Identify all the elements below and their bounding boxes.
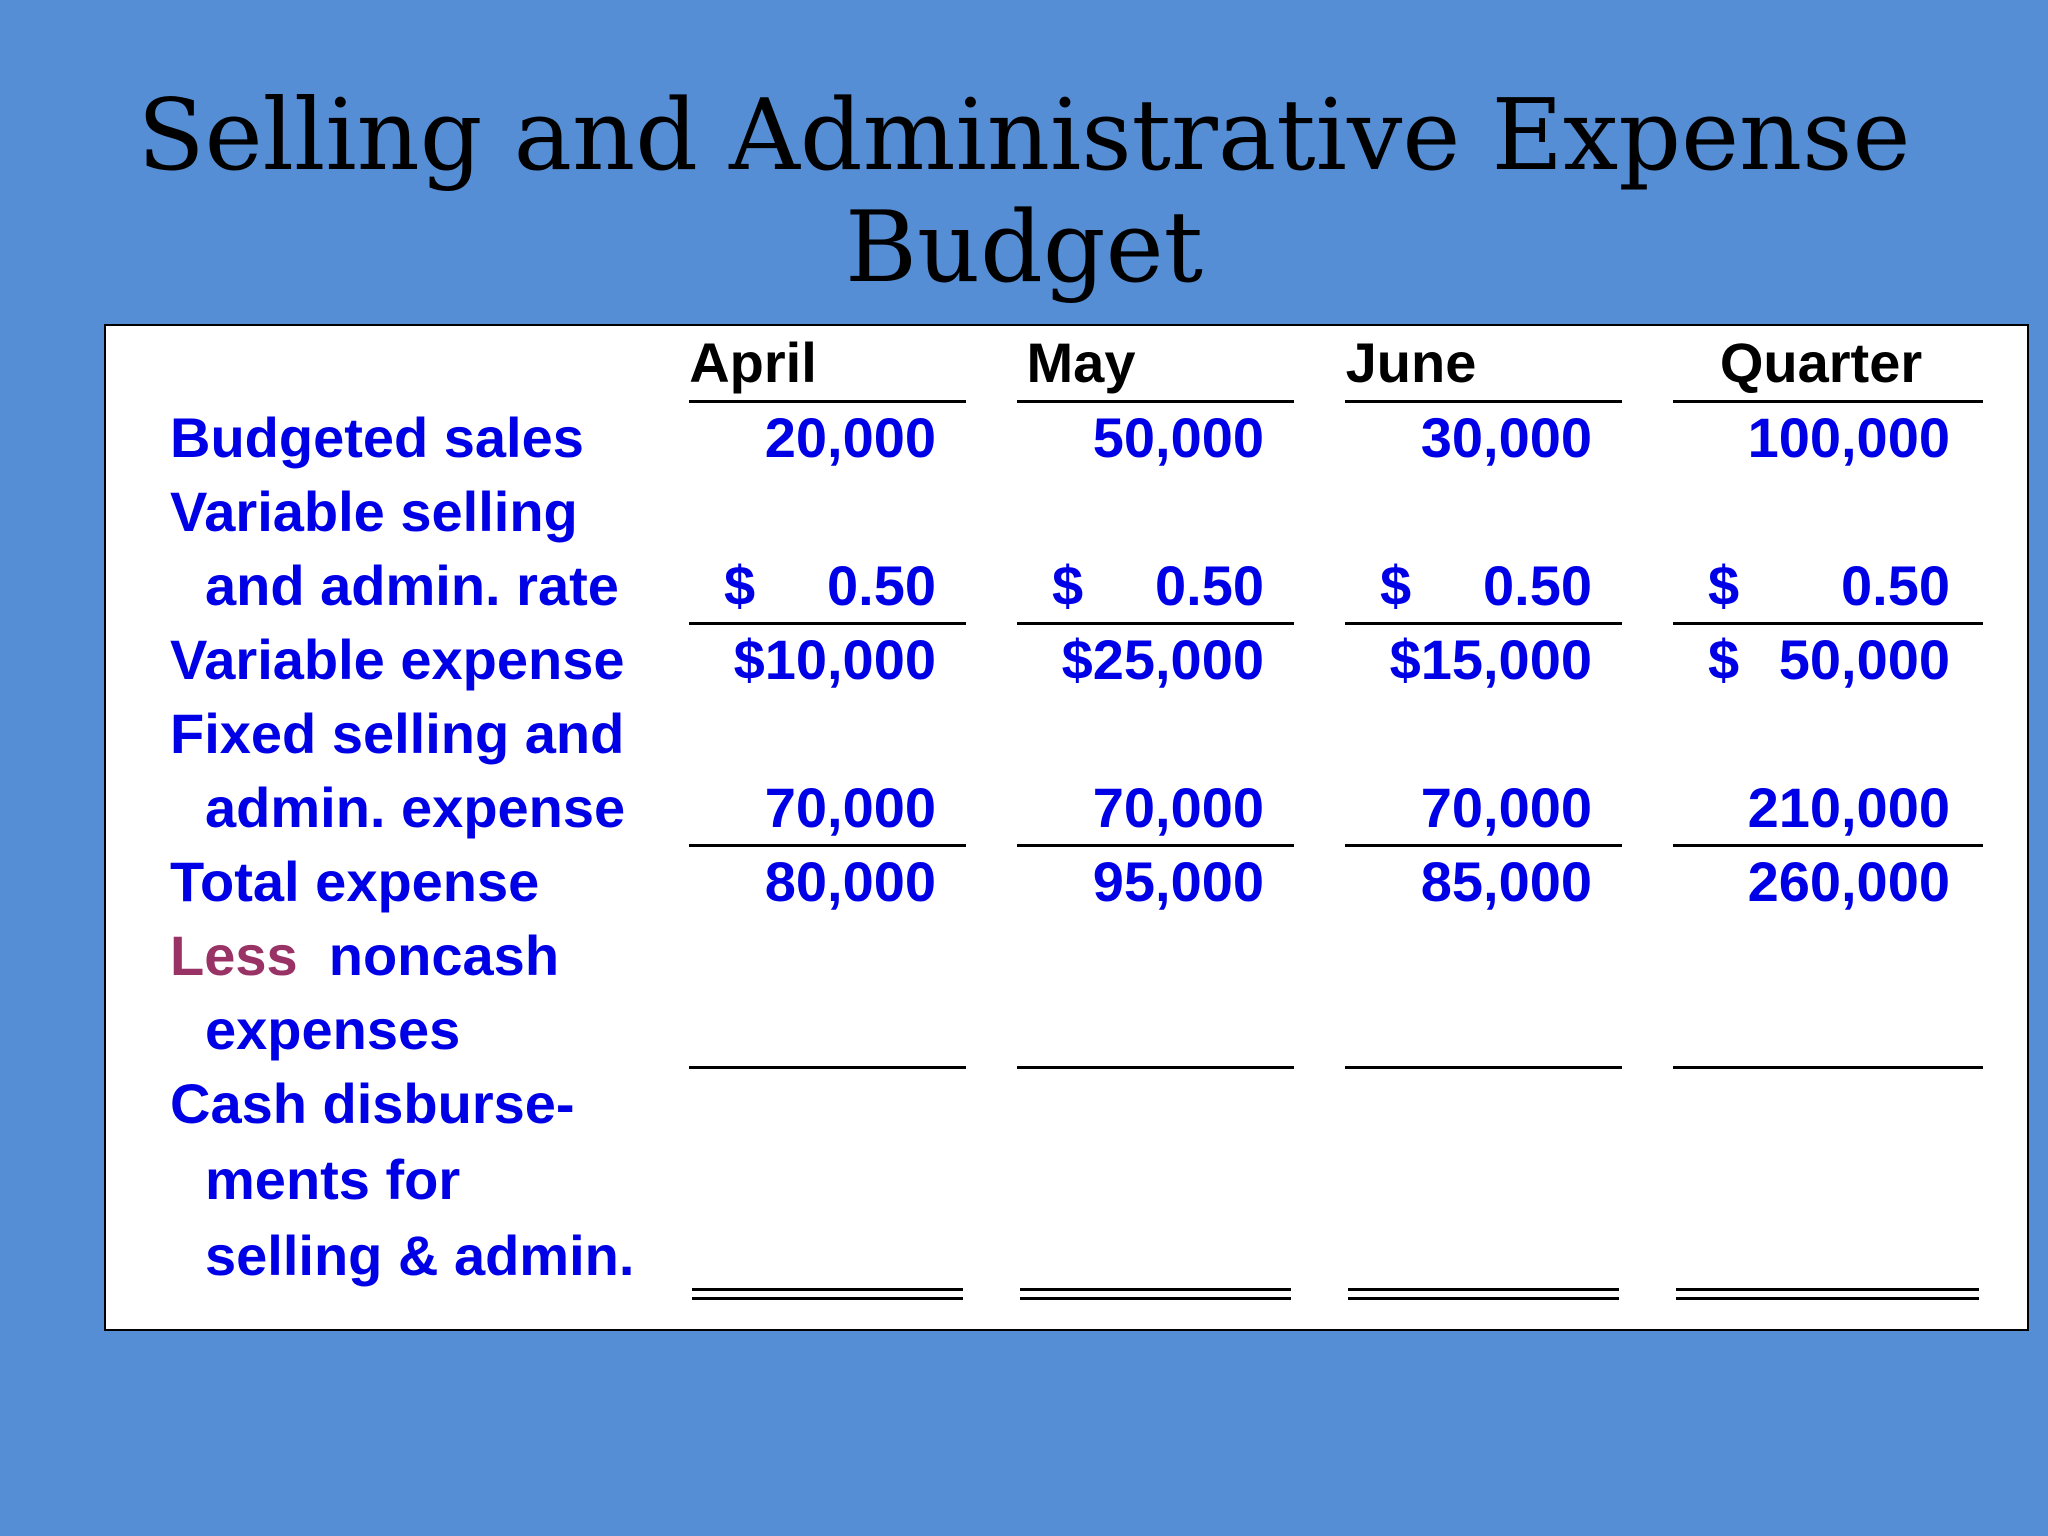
fixed-rule-may [1017, 844, 1294, 847]
rate-rule-quarter [1673, 622, 1983, 625]
row-label-cash-disbursements-line2: ments for [205, 1148, 461, 1211]
budgeted-sales-may: 50,000 [1092, 406, 1264, 469]
column-header-april: April [689, 331, 817, 394]
variable-rate-quarter-currency: $ [1708, 554, 1740, 617]
variable-rate-april-currency: $ [724, 554, 756, 617]
header-rule-may [1017, 400, 1294, 403]
fixed-rule-june [1345, 844, 1622, 847]
rate-rule-may [1017, 622, 1294, 625]
row-label-total-expense: Total expense [170, 850, 540, 913]
variable-expense-quarter-currency: $ [1708, 628, 1740, 691]
row-label-cash-disbursements-line3: selling & admin. [205, 1224, 635, 1287]
rate-rule-april [689, 622, 966, 625]
variable-rate-june-currency: $ [1380, 554, 1412, 617]
total-expense-quarter: 260,000 [1747, 850, 1950, 913]
fixed-expense-april: 70,000 [764, 776, 936, 839]
page-title [0, 80, 2048, 304]
budget-table-panel [104, 324, 2029, 1331]
row-label-fixed-expense-line2: admin. expense [205, 776, 626, 839]
column-header-may: May [1026, 331, 1136, 394]
fixed-rule-quarter [1673, 844, 1983, 847]
row-label-cash-disbursements-line1: Cash disburse- [170, 1072, 575, 1135]
total-double-rule-june [1348, 1288, 1619, 1300]
noncash-rule-may [1017, 1066, 1294, 1069]
budgeted-sales-quarter: 100,000 [1747, 406, 1950, 469]
variable-rate-june: 0.50 [1483, 554, 1592, 617]
page-title-line1: Selling and Administrative Expense [137, 79, 1911, 193]
fixed-rule-april [689, 844, 966, 847]
budgeted-sales-june: 30,000 [1420, 406, 1592, 469]
fixed-expense-quarter: 210,000 [1747, 776, 1950, 839]
row-label-budgeted-sales: Budgeted sales [170, 406, 584, 469]
fixed-expense-june: 70,000 [1420, 776, 1592, 839]
column-header-june: June [1345, 331, 1477, 394]
column-header-quarter: Quarter [1719, 331, 1923, 394]
row-label-variable-rate-line1: Variable selling [170, 480, 578, 543]
noncash-label: noncash [328, 924, 560, 987]
variable-expense-quarter: 50,000 [1778, 628, 1950, 691]
variable-rate-may-currency: $ [1052, 554, 1084, 617]
rate-rule-june [1345, 622, 1622, 625]
variable-rate-may: 0.50 [1155, 554, 1264, 617]
noncash-rule-april [689, 1066, 966, 1069]
noncash-rule-quarter [1673, 1066, 1983, 1069]
total-expense-may: 95,000 [1092, 850, 1264, 913]
total-double-rule-quarter [1676, 1288, 1979, 1300]
total-expense-april: 80,000 [764, 850, 936, 913]
page-title-line2: Budget [845, 191, 1203, 305]
variable-rate-april: 0.50 [827, 554, 936, 617]
variable-rate-quarter: 0.50 [1841, 554, 1950, 617]
variable-expense-june: $15,000 [1389, 628, 1592, 691]
total-double-rule-april [692, 1288, 963, 1300]
fixed-expense-may: 70,000 [1092, 776, 1264, 839]
budgeted-sales-april: 20,000 [764, 406, 936, 469]
header-rule-quarter [1673, 400, 1983, 403]
noncash-rule-june [1345, 1066, 1622, 1069]
variable-expense-april: $10,000 [733, 628, 936, 691]
row-label-variable-expense: Variable expense [170, 628, 625, 691]
header-rule-april [689, 400, 966, 403]
total-expense-june: 85,000 [1420, 850, 1592, 913]
row-label-variable-rate-line2: and admin. rate [205, 554, 619, 617]
variable-expense-may: $25,000 [1061, 628, 1264, 691]
total-double-rule-may [1020, 1288, 1291, 1300]
less-keyword: Less [170, 924, 298, 987]
row-label-noncash-line1 [170, 924, 559, 988]
row-label-fixed-expense-line1: Fixed selling and [170, 702, 625, 765]
header-rule-june [1345, 400, 1622, 403]
row-label-noncash-line2: expenses [205, 998, 461, 1061]
